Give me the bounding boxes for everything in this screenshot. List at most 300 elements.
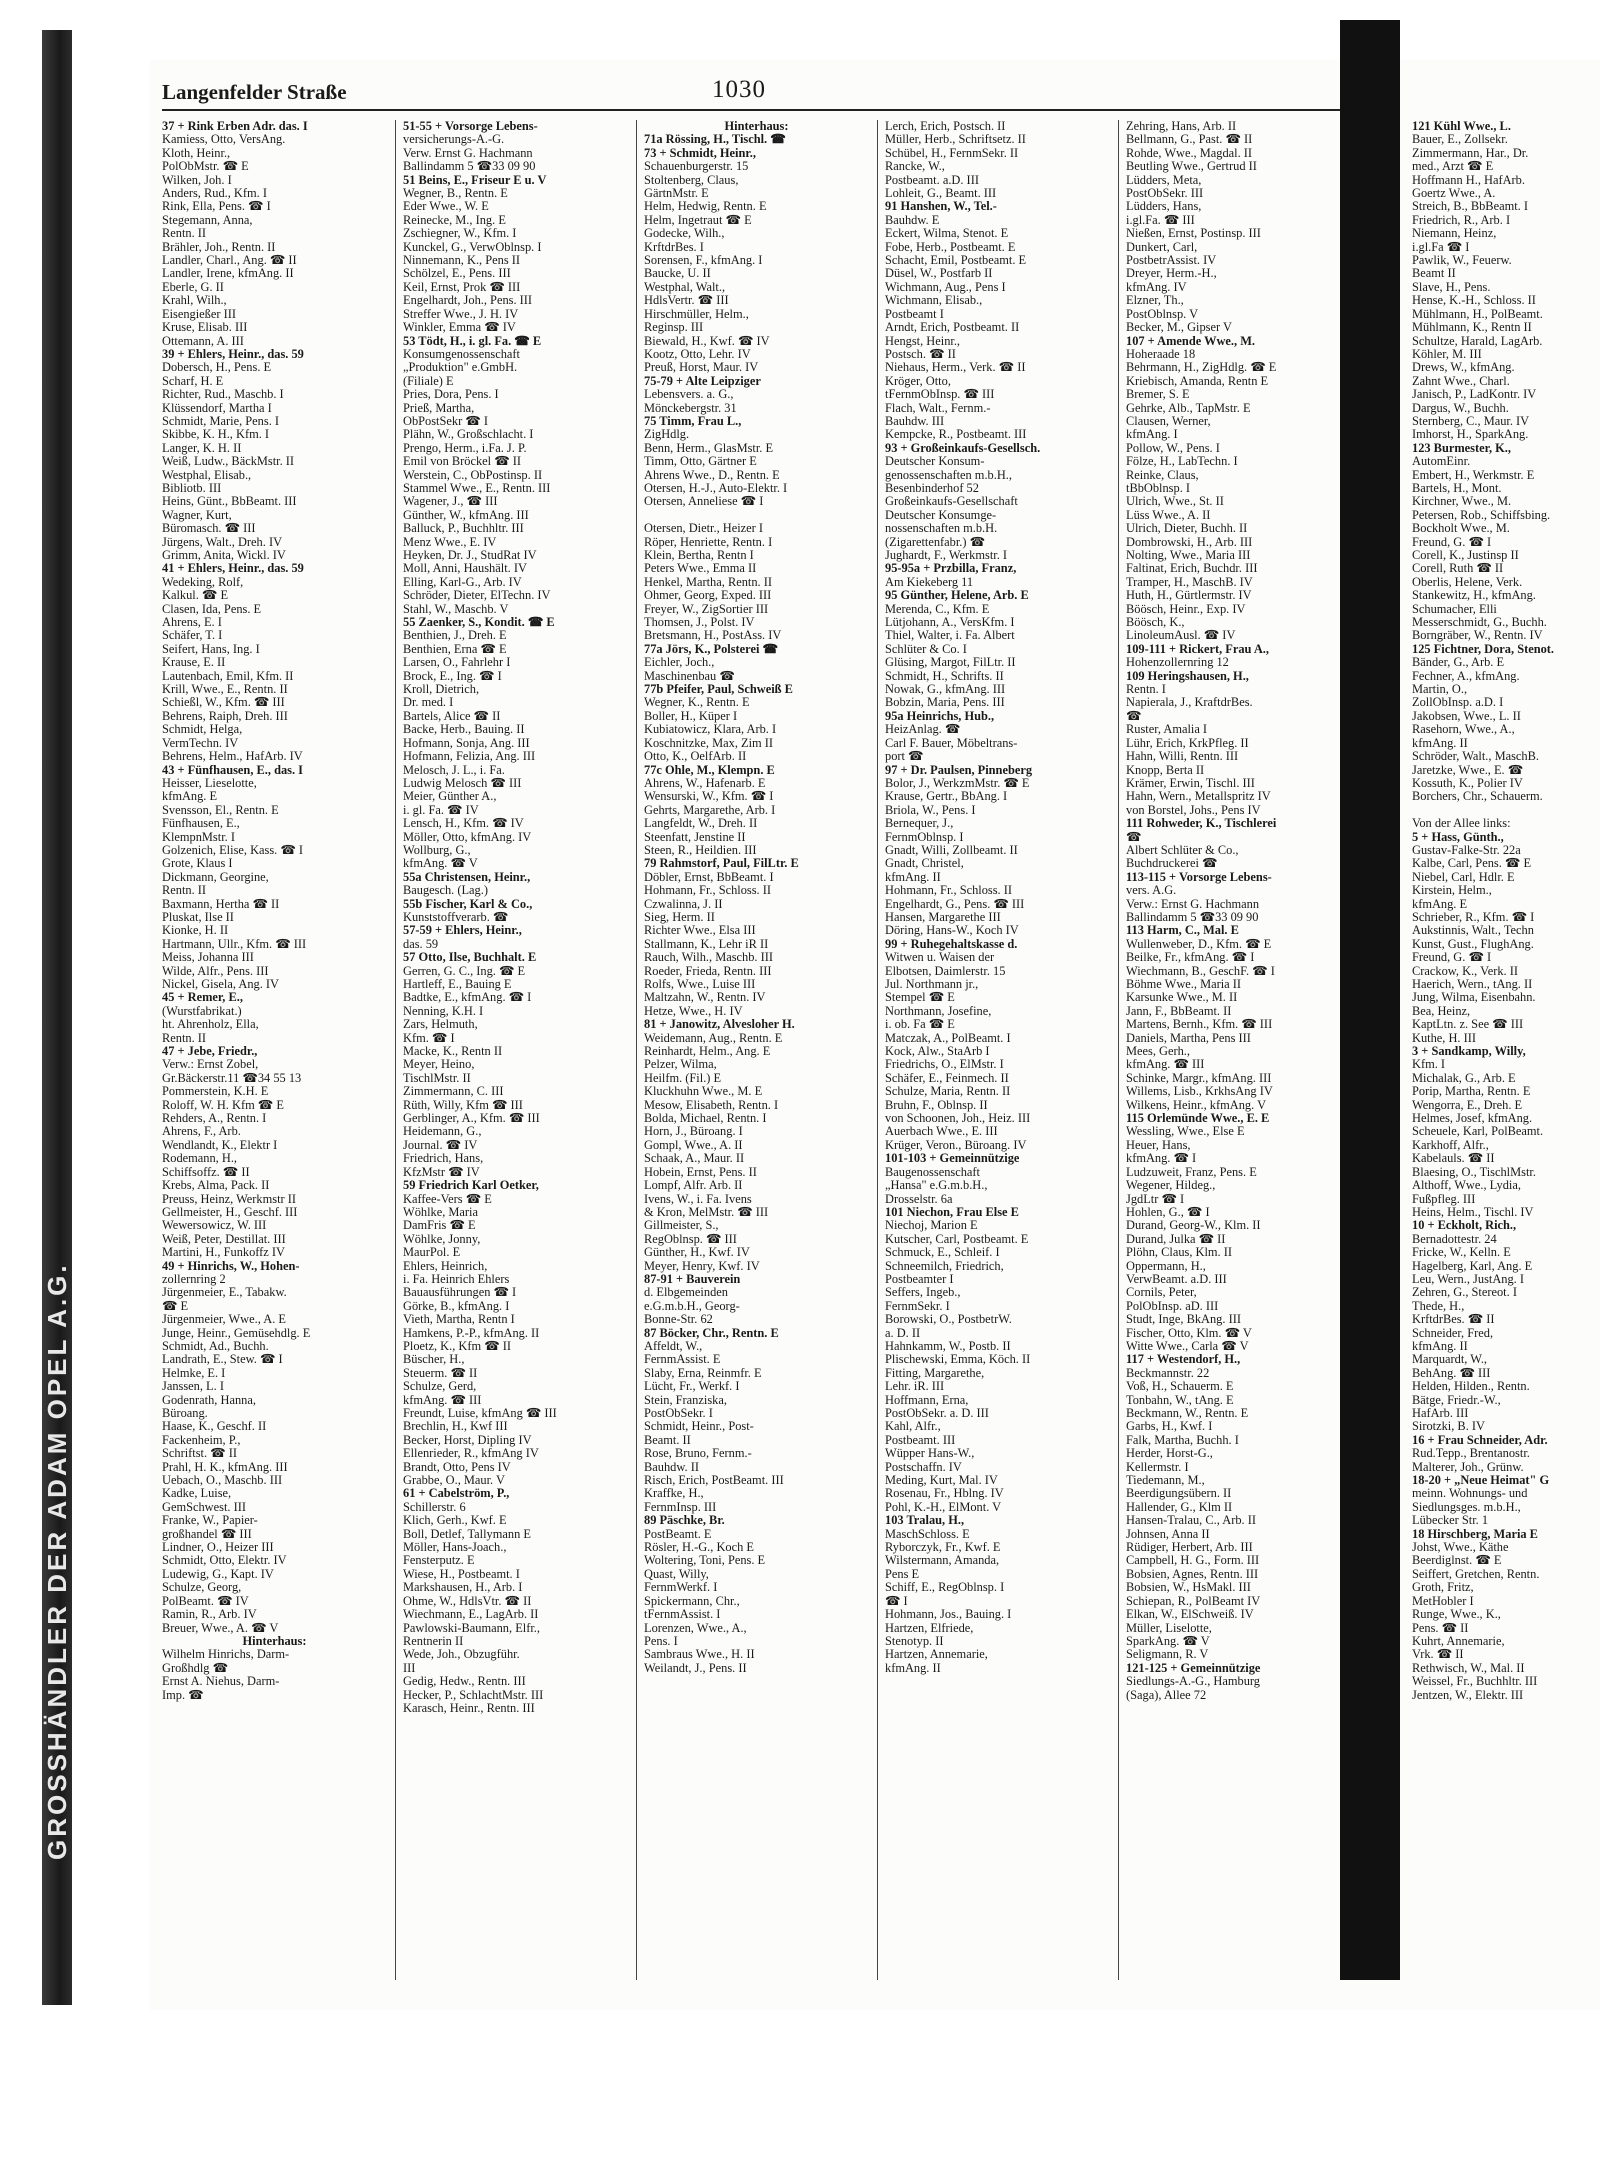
directory-entry: Moll, Anni, Haushält. IV	[403, 562, 527, 576]
directory-entry: kfmAng. ☎ I	[1126, 1152, 1197, 1166]
directory-entry: Rethwisch, W., Mal. II	[1412, 1661, 1525, 1675]
directory-entry: Pawlik, W., Feuerw.	[1412, 254, 1512, 268]
directory-entry: Maschinenbau ☎	[644, 669, 735, 683]
directory-entry: Schneemilch, Friedrich,	[885, 1259, 1004, 1273]
directory-entry: Schmidt, H., Schrifts. II	[885, 669, 1004, 683]
directory-entry: Hartleff, E., Bauing E	[403, 978, 512, 991]
directory-entry: Ahrens, W., Hafenarb. E	[644, 776, 766, 790]
directory-entry: Becker, M., Gipser V	[1126, 321, 1232, 335]
directory-entry: Heidemann, G.,	[403, 1125, 482, 1139]
directory-entry: Crackow, K., Verk. II	[1412, 964, 1518, 978]
directory-entry: Borngräber, W., Rentn. IV	[1412, 629, 1543, 643]
directory-entry: Klein, Bertha, Rentn I	[644, 549, 754, 562]
directory-entry: Großeinkaufs-Gesellschaft	[885, 495, 1018, 509]
directory-entry: 125 Fichtner, Dora, Stenot.	[1412, 642, 1555, 656]
directory-entry: Henkel, Martha, Rentn. II	[644, 575, 772, 589]
directory-entry: Spickermann, Chr.,	[644, 1594, 740, 1608]
directory-entry: Lüdders, Hans,	[1126, 200, 1202, 214]
directory-entry: Wilde, Alfr., Pens. III	[162, 964, 269, 978]
directory-entry: Ludewig, G., Kapt. IV	[162, 1567, 274, 1581]
directory-entry: Rehders, A., Rentn. I	[162, 1112, 267, 1126]
directory-entry: Möller, Hans-Joach.,	[403, 1541, 507, 1555]
directory-entry: Krämer, Erwin, Tischl. III	[1126, 776, 1255, 790]
directory-entry: Pries, Dora, Pens. I	[403, 388, 499, 402]
directory-entry: 37 + Rink Erben Adr. das. I	[162, 120, 308, 133]
directory-entry: Roloff, W. H. Kfm ☎ E	[162, 1098, 284, 1112]
directory-entry: KaptLtn. z. See ☎ III	[1412, 1018, 1524, 1032]
directory-entry: 93 + Großeinkaufs-Gesellsch.	[885, 441, 1041, 455]
directory-entry: Borowski, O., PostbetrW.	[885, 1313, 1012, 1327]
directory-entry: Ploetz, K., Kfm ☎ II	[403, 1339, 512, 1353]
directory-entry: Heisser, Lieselotte,	[162, 776, 257, 790]
directory-entry: Uebach, O., Maschb. III	[162, 1474, 283, 1488]
directory-entry: HeizAnlag. ☎	[885, 723, 961, 737]
directory-entry: Helm, Ingetraut ☎ E	[644, 213, 752, 227]
directory-entry: Bauhdw. II	[644, 1460, 699, 1474]
directory-entry: Bauhdw. E	[885, 213, 940, 227]
directory-entry: kfmAng. ☎ III	[403, 1393, 482, 1407]
directory-entry: Kalkul. ☎ E	[162, 589, 229, 603]
directory-entry: Steen, R., Heildien. III	[644, 843, 757, 857]
directory-entry: Schmidt, Helga,	[162, 723, 243, 737]
directory-entry: Drews, W., kfmAng.	[1412, 361, 1515, 375]
directory-entry: Karasch, Heinr., Rentn. III	[403, 1701, 535, 1715]
directory-entry: 77b Pfeifer, Paul, Schweiß E	[644, 683, 793, 697]
directory-entry: Dombrowski, H., Arb. III	[1126, 535, 1253, 549]
directory-entry: Prahl, H. K., kfmAng. III	[162, 1460, 288, 1474]
spine-advertisement: GROSSHÄNDLER DER ADAM OPEL A.G.	[42, 1262, 72, 1860]
directory-entry: ObPostSekr ☎ I	[403, 414, 488, 428]
directory-entry: Martin, O.,	[1412, 683, 1468, 697]
directory-entry: Müller, Liselotte,	[1126, 1621, 1212, 1635]
directory-entry: Fensterputz. E	[403, 1554, 475, 1568]
directory-entry: 107 + Amende Wwe., M.	[1126, 334, 1256, 348]
directory-entry: Daniels, Martha, Pens III	[1126, 1031, 1251, 1045]
directory-entry: PostObSekr. I	[644, 1407, 713, 1420]
directory-entry: Boller, H., Küper I	[644, 709, 738, 723]
directory-entry: Bockholt Wwe., M.	[1412, 522, 1510, 536]
directory-entry: kfmAng. ☎ III	[1126, 1058, 1205, 1072]
directory-entry: PostObSekr. a. D. III	[885, 1407, 989, 1420]
directory-entry: Ehlers, Heinrich,	[403, 1259, 488, 1273]
directory-entry: Schaak, A., Maur. II	[644, 1152, 745, 1166]
directory-entry: 77a Jörs, K., Polsterei ☎	[644, 642, 778, 656]
directory-entry: Napierala, J., KraftdrBes.	[1126, 696, 1253, 710]
directory-entry: Friedrich, R., Arb. I	[1412, 213, 1511, 227]
directory-entry: 95 Günther, Helene, Arb. E	[885, 589, 1029, 603]
directory-entry: Beckmann, W., Rentn. E	[1126, 1407, 1249, 1420]
directory-entry: GärtnMstr. E	[644, 187, 709, 201]
directory-entry: Peters Wwe., Emma II	[644, 562, 757, 576]
directory-entry: 103 Tralau, H.,	[885, 1514, 965, 1528]
directory-entry: Postschaffn. IV	[885, 1460, 962, 1474]
directory-entry: 47 + Jebe, Friedr.,	[162, 1045, 258, 1059]
directory-entry: Wendlandt, K., Elektr I	[162, 1138, 278, 1152]
directory-entry: 16 + Frau Schneider, Adr.	[1412, 1433, 1548, 1447]
directory-entry: Böhme Wwe., Maria II	[1126, 978, 1242, 991]
directory-entry: Röper, Henriette, Rentn. I	[644, 535, 773, 549]
directory-entry: Krill, Wwe., E., Rentn. II	[162, 683, 288, 697]
directory-entry: Schmidt, Ad., Buchh.	[162, 1339, 269, 1353]
directory-entry: Nießen, Ernst, Postinsp. III	[1126, 227, 1261, 241]
directory-entry: 109-111 + Rickert, Frau A.,	[1126, 642, 1269, 656]
directory-entry: Ohmer, Georg, Exped. III	[644, 589, 772, 603]
directory-entry: Hoffmann H., HafArb.	[1412, 173, 1525, 187]
directory-entry: Wilstermann, Amanda,	[885, 1554, 1000, 1568]
header-rule	[162, 109, 1462, 111]
directory-entry: Plähn, W., Großschlacht. I	[403, 428, 534, 442]
directory-entry: Beamt II	[1412, 267, 1456, 281]
directory-entry: Kluckhuhn Wwe., M. E	[644, 1085, 763, 1099]
directory-entry: Pohl, K.-H., ElMont. V	[885, 1500, 1002, 1514]
directory-entry: (Filiale) E	[403, 374, 454, 388]
directory-entry: Zars, Helmuth,	[403, 1018, 478, 1032]
directory-entry: Heilfm. (Fil.) E	[644, 1071, 722, 1085]
directory-entry: Hoheraade 18	[1126, 347, 1196, 361]
directory-entry: Werstein, C., ObPostinsp. II	[403, 468, 543, 482]
directory-entry: Fischer, Otto, Klm. ☎ V	[1126, 1326, 1252, 1340]
directory-entry: Corell, K., Justinsp II	[1412, 549, 1519, 562]
directory-entry: Hohmann, Jos., Bauing. I	[885, 1608, 1012, 1622]
directory-entry: Witwen u. Waisen der	[885, 951, 995, 965]
directory-entry: Kunckel, G., VerwOblnsp. I	[403, 240, 542, 254]
directory-entry: Seligmann, R. V	[1126, 1648, 1209, 1662]
directory-entry: 79 Rahmstorf, Paul, FilLtr. E	[644, 857, 799, 871]
directory-entry: Bauer, E., Zollsekr.	[1412, 133, 1508, 147]
directory-entry: tBbOblnsp. I	[1126, 481, 1191, 495]
directory-entry: Kroll, Dietrich,	[403, 683, 480, 697]
directory-entry: Northmann, Josefine,	[885, 1004, 992, 1018]
directory-entry: 95-95a + Przbilla, Franz,	[885, 562, 1017, 576]
directory-entry: Döring, Hans-W., Koch IV	[885, 924, 1019, 938]
directory-entry: Bobsien, W., HsMakl. III	[1126, 1581, 1251, 1595]
directory-entry: Schultze, Harald, LagArb.	[1412, 334, 1543, 348]
directory-entry: Schulze, Georg,	[162, 1581, 242, 1595]
directory-entry: Rink, Ella, Pens. ☎ I	[162, 200, 271, 214]
directory-entry: 55 Zaenker, S., Kondit. ☎ E	[403, 616, 555, 630]
directory-entry: Nowak, G., kfmAng. III	[885, 683, 1006, 697]
directory-entry: Beilke, Fr., kfmAng. ☎ I	[1126, 951, 1255, 965]
directory-entry: Baxmann, Hertha ☎ II	[162, 897, 280, 911]
directory-entry: Helm, Hedwig, Rentn. E	[644, 200, 767, 214]
adjacent-page	[1400, 60, 1600, 2010]
directory-entry: d. Elbgemeinden	[644, 1286, 728, 1300]
directory-entry: Seffers, Ingeb.,	[885, 1286, 961, 1300]
directory-entry: Steenfatt, Jenstine II	[644, 830, 746, 844]
directory-entry: 53 Tödt, H., i. gl. Fa. ☎ E	[403, 334, 542, 348]
directory-page	[150, 60, 1480, 2010]
directory-entry: Hartzen, Annemarie,	[885, 1648, 988, 1662]
directory-entry: Eisengießer III	[162, 307, 236, 321]
directory-entry: Preuß, Horst, Maur. IV	[644, 361, 759, 375]
directory-entry: Döbler, Ernst, BbBeamt. I	[644, 870, 774, 884]
directory-entry: Rentn. I	[1126, 683, 1166, 697]
directory-entry: Goertz Wwe., A.	[1412, 187, 1496, 201]
directory-entry: Ahrens, F., Arb.	[162, 1125, 241, 1139]
directory-entry: III	[403, 1661, 416, 1675]
directory-entry: Winkler, Emma ☎ IV	[403, 321, 516, 335]
directory-entry: Preuss, Heinz, Werkmstr II	[162, 1192, 297, 1206]
directory-entry: KrftdrBes. ☎ II	[1412, 1313, 1495, 1327]
directory-entry: Stoltenberg, Claus,	[644, 173, 739, 187]
directory-entry: Rentn. II	[162, 1031, 207, 1045]
directory-entry: Postbeamt I	[885, 307, 944, 321]
directory-entry: Grabbe, O., Maur. V	[403, 1474, 505, 1488]
directory-entry: Seiffert, Gretchen, Rentn.	[1412, 1567, 1540, 1581]
directory-entry: Freund, G. ☎ I	[1412, 951, 1492, 965]
directory-entry: Gr.Bäckerstr.11 ☎34 55 13	[162, 1071, 302, 1085]
directory-entry: Heuer, Hans,	[1126, 1138, 1191, 1152]
directory-entry: Campbell, H. G., Form. III	[1126, 1554, 1260, 1568]
directory-entry: Kraffke, H.,	[644, 1487, 704, 1501]
directory-entry: Zahnt Wwe., Charl.	[1412, 374, 1510, 388]
directory-entry: PostObSekr. III	[1126, 187, 1204, 201]
directory-entry: Bellmann, G., Past. ☎ II	[1126, 133, 1253, 147]
directory-entry: Schriftst. ☎ II	[162, 1447, 237, 1461]
directory-entry: Günther, W., kfmAng. III	[403, 508, 529, 522]
directory-entry: Drosselstr. 6a	[885, 1192, 953, 1206]
directory-entry: Siedlungs-A.-G., Hamburg	[1126, 1675, 1260, 1689]
directory-entry: PolObInsp. aD. III	[1126, 1299, 1219, 1313]
directory-entry: Postbeamter I	[885, 1272, 954, 1286]
directory-entry: Hecker, P., SchlachtMstr. III	[403, 1688, 544, 1702]
directory-entry: Schröder, Dieter, ElTechn. IV	[403, 589, 551, 603]
directory-entry: Lompf, Alfr. Arb. II	[644, 1179, 743, 1193]
directory-entry: Fechner, A., kfmAng.	[1412, 669, 1520, 683]
directory-entry: 75-79 + Alte Leipziger	[644, 374, 761, 388]
directory-entry: Bernequer, J.,	[885, 817, 954, 831]
directory-entry: Ballindamm 5 ☎33 09 90	[1126, 910, 1259, 924]
directory-entry: Wichmann, Aug., Pens I	[885, 280, 1006, 294]
directory-entry: Hobein, Ernst, Pens. II	[644, 1165, 757, 1179]
directory-entry: Rentnerin II	[403, 1634, 464, 1648]
directory-entry: Düsel, W., Postfarb II	[885, 267, 993, 281]
directory-entry: Hofmann, Sonja, Ang. III	[403, 736, 530, 750]
directory-entry: Kahl, Alfr.,	[885, 1420, 941, 1434]
directory-entry: Gerren, G. C., Ing. ☎ E	[403, 964, 526, 978]
directory-entry: MaschSchloss. E	[885, 1527, 970, 1541]
directory-entry: Schölzel, E., Pens. III	[403, 267, 511, 281]
directory-entry: ZigHdlg.	[644, 428, 690, 442]
directory-entry: Baugenossenschaft	[885, 1165, 980, 1179]
directory-entry: Kutscher, Carl, Postbeamt. E	[885, 1232, 1029, 1246]
directory-entry: Willems, Lisb., KrkhsAng IV	[1126, 1085, 1273, 1099]
directory-entry: Benn, Herm., GlasMstr. E	[644, 441, 774, 455]
directory-entry: Scharf, H. E	[162, 374, 224, 388]
directory-entry: Lütjohann, A., VersKfm. I	[885, 616, 1015, 630]
directory-entry: 113-115 + Vorsorge Lebens-	[1126, 870, 1272, 884]
directory-entry: Gnadt, Willi, Zollbeamt. II	[885, 843, 1018, 857]
directory-entry: Hamkens, P.-P., kfmAng. II	[403, 1326, 540, 1340]
directory-entry: Dunkert, Carl,	[1126, 240, 1198, 254]
directory-entry: Hirschmüller, Helm.,	[644, 307, 749, 321]
directory-entry: Kellermstr. I	[1126, 1460, 1189, 1474]
directory-entry: Kfm. ☎ I	[403, 1031, 455, 1045]
directory-entry: Svensson, El., Rentn. E	[162, 803, 279, 817]
directory-entry: Hengst, Heinr.,	[885, 334, 961, 348]
directory-entry: Helmes, Josef, kfmAng.	[1412, 1112, 1533, 1126]
directory-entry: Hohmann, Fr., Schloss. II	[644, 884, 772, 898]
directory-entry: Eichler, Joch.,	[644, 656, 715, 670]
directory-entry: & Kron, MelMstr. ☎ III	[644, 1205, 769, 1219]
directory-entry: Kriebisch, Amanda, Rentn E	[1126, 374, 1269, 388]
directory-entry: Gellmeister, H., Geschf. III	[162, 1205, 298, 1219]
directory-entry: Ivens, W., i. Fa. Ivens	[644, 1192, 752, 1206]
directory-entry: Wiechmann, B., GeschF. ☎ I	[1126, 964, 1275, 978]
adjacent-page-column	[1412, 120, 1600, 1702]
directory-entry: Schneider, Fred,	[1412, 1326, 1494, 1340]
directory-entry: ☎	[1126, 709, 1142, 723]
directory-entry: Baucke, U. II	[644, 267, 711, 281]
directory-entry: Carl F. Bauer, Möbeltrans-	[885, 736, 1018, 750]
directory-entry: Reginsp. III	[644, 321, 704, 335]
directory-entry: Engelhardt, G., Pens. ☎ III	[885, 897, 1025, 911]
directory-entry: Rud.Tepp., Brentanostr.	[1412, 1447, 1530, 1461]
section-heading: Hinterhaus:	[242, 1634, 307, 1648]
directory-entry: Wagner, Kurt,	[162, 508, 232, 522]
directory-entry: Görke, B., kfmAng. I	[403, 1299, 510, 1313]
directory-entry: Kubiatowicz, Klara, Arb. I	[644, 723, 777, 737]
directory-entry: Hetze, Wwe., H. IV	[644, 1004, 743, 1018]
directory-entry: Johst, Wwe., Käthe	[1412, 1541, 1509, 1555]
directory-entry: Studt, Inge, BkAng. III	[1126, 1313, 1241, 1327]
directory-entry: Markshausen, H., Arb. I	[403, 1581, 523, 1595]
directory-entry: Nickel, Gisela, Ang. IV	[162, 978, 279, 991]
directory-entry: Schiff, E., RegOblnsp. I	[885, 1581, 1005, 1595]
directory-entry: 123 Burmester, K.,	[1412, 441, 1511, 455]
directory-entry: kfmAng. E	[1412, 897, 1468, 911]
directory-entry: KrftdrBes. I	[644, 240, 704, 254]
directory-entry: Wilkens, Heinr., kfmAng. V	[1126, 1098, 1267, 1112]
directory-entry: 87-91 + Bauverein	[644, 1272, 741, 1286]
directory-entry: Steuerm. ☎ II	[403, 1366, 478, 1380]
directory-entry: Streffer Wwe., J. H. IV	[403, 307, 519, 321]
directory-column-5	[1126, 120, 1351, 1702]
directory-entry: Kuthe, H. III	[1412, 1031, 1476, 1045]
directory-entry: Hoffmann, Erna,	[885, 1393, 969, 1407]
directory-entry: Martens, Bernh., Kfm. ☎ III	[1126, 1018, 1273, 1032]
directory-entry: Hagelberg, Karl, Ang. E	[1412, 1259, 1533, 1273]
directory-entry: Wengorra, E., Dreh. E	[1412, 1098, 1523, 1112]
directory-entry: Köhler, M. III	[1412, 347, 1482, 361]
directory-entry: Bibliotb. III	[162, 481, 222, 495]
directory-entry: Durand, Julka ☎ II	[1126, 1232, 1226, 1246]
directory-entry: Fobe, Herb., Postbeamt. E	[885, 240, 1016, 254]
directory-entry: kfmAng. II	[885, 1661, 941, 1675]
directory-entry: Pelzer, Wilma,	[644, 1058, 717, 1072]
directory-entry: Oppermann, H.,	[1126, 1259, 1206, 1273]
directory-entry: Jentzen, W., Elektr. III	[1412, 1688, 1524, 1702]
directory-entry: VermTechn. IV	[162, 736, 239, 750]
directory-entry: nossenschaften m.b.H.	[885, 522, 998, 536]
directory-entry: Groth, Fritz,	[1412, 1581, 1474, 1595]
directory-entry: Balluck, P., Buchhltr. III	[403, 522, 524, 536]
directory-entry: Falk, Martha, Buchh. I	[1126, 1433, 1239, 1447]
directory-entry: BehAng. ☎ III	[1412, 1366, 1491, 1380]
directory-entry: Beerdigungsübern. II	[1126, 1487, 1232, 1501]
directory-entry: Rasehorn, Wwe., A.,	[1412, 723, 1515, 737]
directory-entry: Stammel Wwe., E., Rentn. III	[403, 481, 551, 495]
directory-entry: 45 + Remer, E.,	[162, 991, 243, 1005]
directory-entry: Bartels, Alice ☎ II	[403, 709, 501, 723]
directory-entry: i.gl.Fa ☎ I	[1412, 240, 1470, 254]
directory-entry: Pens. ☎ II	[1412, 1621, 1469, 1635]
directory-entry: Lerch, Erich, Postsch. II	[885, 120, 1006, 133]
directory-entry: Kuhrt, Annemarie,	[1412, 1634, 1505, 1648]
directory-entry: Kunststoffverarb. ☎	[403, 910, 509, 924]
directory-entry: Mönckebergstr. 31	[644, 401, 737, 415]
directory-entry: 41 + Ehlers, Heinr., das. 59	[162, 562, 304, 576]
directory-entry: Sieg, Herm. II	[644, 910, 715, 924]
directory-entry: Runge, Wwe., K.,	[1412, 1608, 1501, 1622]
directory-entry: Journal. ☎ IV	[403, 1138, 478, 1152]
directory-entry: Knopp, Berta II	[1126, 763, 1205, 777]
directory-entry: Zehring, Hans, Arb. II	[1126, 120, 1237, 133]
directory-entry: Beamt. II	[644, 1433, 691, 1447]
directory-entry: kfmAng. II	[1412, 736, 1468, 750]
directory-entry: Keil, Ernst, Prok ☎ III	[403, 280, 521, 294]
directory-entry: Lindner, O., Heizer III	[162, 1541, 274, 1555]
directory-entry: Bretsmann, H., PostAss. IV	[644, 629, 782, 643]
directory-entry: Helmke, E. I	[162, 1366, 226, 1380]
directory-entry: Kröger, Otto,	[885, 374, 951, 388]
column-divider	[877, 120, 878, 1980]
directory-entry: Cornils, Peter,	[1126, 1286, 1197, 1300]
directory-entry: Deutscher Konsum-	[885, 455, 985, 469]
directory-entry: Ulrich, Wwe., St. II	[1126, 495, 1224, 509]
directory-entry: Freund, G. ☎ I	[1412, 535, 1492, 549]
directory-entry: 115 Orlemünde Wwe., E. E	[1126, 1112, 1270, 1126]
directory-entry: Stegemann, Anna,	[162, 213, 253, 227]
directory-entry: FernmWerkf. I	[644, 1581, 718, 1595]
directory-entry: Elkan, W., ElSchweiß. IV	[1126, 1608, 1254, 1622]
directory-entry: Lübecker Str. 1	[1412, 1514, 1489, 1528]
directory-entry: Bätge, Friedr.-W.,	[1412, 1393, 1501, 1407]
directory-entry: Bänder, G., Arb. E	[1412, 656, 1505, 670]
directory-entry: Clausen, Werner,	[1126, 414, 1211, 428]
directory-entry: Haase, K., Geschf. II	[162, 1420, 267, 1434]
directory-entry: Freyer, W., ZigSortier III	[644, 602, 769, 616]
directory-entry: Hahn, Wern., Metallspritz IV	[1126, 790, 1271, 804]
directory-entry: Michalak, G., Arb. E	[1412, 1071, 1516, 1085]
directory-entry: Landler, Irene, kfmAng. II	[162, 267, 294, 281]
directory-entry: 55a Christensen, Heinr.,	[403, 870, 531, 884]
directory-entry: KlempnMstr. I	[162, 830, 235, 844]
directory-entry: Bolor, J., WerkzmMstr. ☎ E	[885, 776, 1030, 790]
directory-entry: Möller, Otto, kfmAng. IV	[403, 830, 532, 844]
directory-entry: Zimmermann, C. III	[403, 1085, 504, 1099]
directory-entry: Hartmann, Ullr., Kfm. ☎ III	[162, 937, 307, 951]
directory-entry: Jul. Northmann jr.,	[885, 978, 979, 991]
directory-column-4	[885, 120, 1110, 1675]
directory-entry: 57-59 + Ehlers, Heinr.,	[403, 924, 522, 938]
directory-entry: 87 Böcker, Chr., Rentn. E	[644, 1326, 779, 1340]
directory-entry: Johnsen, Anna II	[1126, 1527, 1210, 1541]
directory-entry: Pens. I	[644, 1634, 678, 1648]
directory-entry: Pluskat, Ilse II	[162, 910, 234, 924]
directory-entry: Ruster, Amalia I	[1126, 723, 1208, 737]
directory-entry: Siedlungsges. m.b.H.,	[1412, 1500, 1521, 1514]
directory-entry: (Zigarettenfabr.) ☎	[885, 535, 986, 549]
directory-entry: Quast, Willy,	[644, 1567, 709, 1581]
directory-entry: Rodemann, H.,	[162, 1152, 238, 1166]
directory-entry: Wiechmann, E., LagArb. II	[403, 1608, 539, 1622]
directory-entry: Kaffee-Vers ☎ E	[403, 1192, 492, 1206]
directory-entry: Mühlmann, K., Rentn II	[1412, 321, 1532, 335]
directory-entry: Ahrens, E. I	[162, 616, 222, 630]
directory-entry: Albert Schlüter & Co.,	[1126, 843, 1239, 857]
directory-entry: Imp. ☎	[162, 1688, 204, 1702]
